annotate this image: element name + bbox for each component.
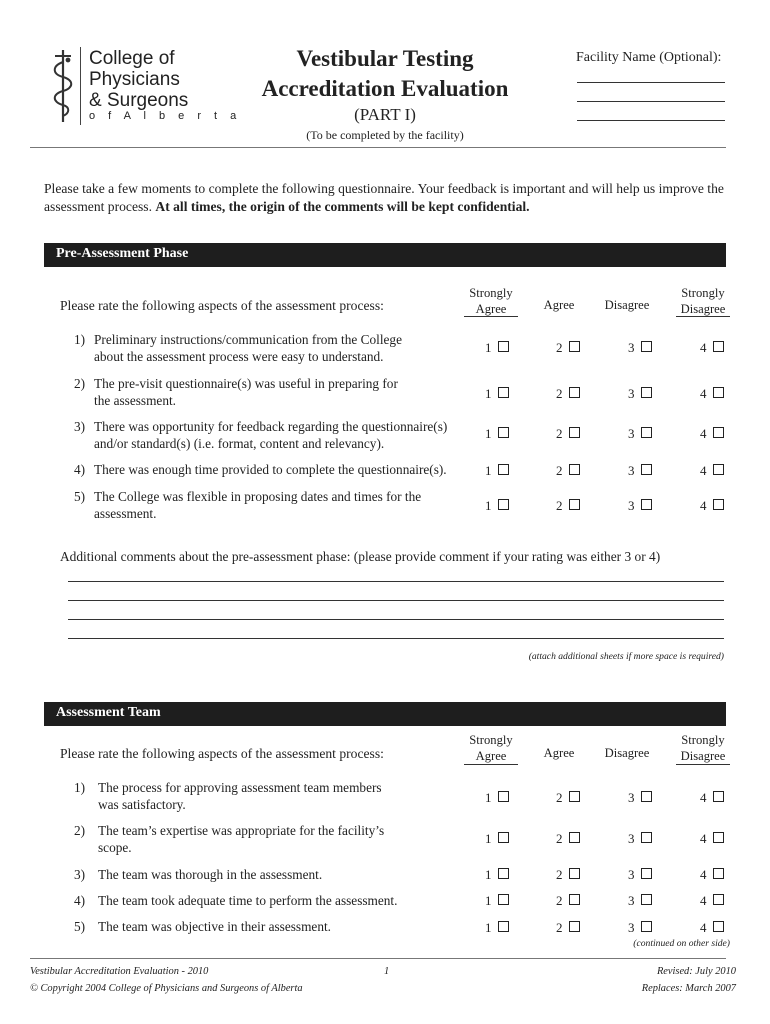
option-number: 3 bbox=[628, 498, 635, 513]
footer-copyright: © Copyright 2004 College of Physicians and Surgeons of Alberta bbox=[30, 983, 303, 994]
checkbox[interactable] bbox=[498, 427, 509, 438]
logo-divider bbox=[80, 47, 81, 125]
column-header-disagree: Disagree bbox=[604, 298, 650, 312]
option-number: 2 bbox=[556, 498, 563, 513]
logo-text-line3: & Surgeons bbox=[89, 90, 189, 111]
option-number: 4 bbox=[700, 831, 707, 846]
column-header-text: Strongly bbox=[681, 733, 725, 747]
option-number: 4 bbox=[700, 426, 707, 441]
question-text-line2: about the assessment process were easy to understand. bbox=[94, 349, 384, 364]
checkbox[interactable] bbox=[498, 894, 509, 905]
column-underline bbox=[464, 764, 518, 765]
checkbox[interactable] bbox=[641, 894, 652, 905]
question-text-line1: Preliminary instructions/communication from the College bbox=[94, 332, 402, 347]
facility-name-field-line1[interactable] bbox=[577, 82, 725, 83]
checkbox[interactable] bbox=[713, 427, 724, 438]
question-text-line1: The process for approving assessment team members bbox=[98, 780, 382, 795]
checkbox[interactable] bbox=[641, 464, 652, 475]
footer-replaces: Replaces: March 2007 bbox=[641, 983, 736, 994]
checkbox[interactable] bbox=[569, 341, 580, 352]
option-number: 1 bbox=[485, 831, 492, 846]
logo-text-line1: College of bbox=[89, 48, 175, 69]
checkbox[interactable] bbox=[641, 791, 652, 802]
checkbox[interactable] bbox=[569, 427, 580, 438]
question-text-line1: The team’s expertise was appropriate for the facility’s bbox=[98, 823, 385, 838]
column-header-agree: Agree bbox=[543, 298, 575, 312]
intro-paragraph bbox=[44, 180, 734, 216]
option-number: 4 bbox=[700, 790, 707, 805]
checkbox[interactable] bbox=[569, 894, 580, 905]
option-number: 1 bbox=[485, 920, 492, 935]
facility-name-field-line2[interactable] bbox=[577, 101, 725, 102]
option-number: 2 bbox=[556, 893, 563, 908]
checkbox[interactable] bbox=[713, 387, 724, 398]
checkbox[interactable] bbox=[641, 921, 652, 932]
option-number: 4 bbox=[700, 920, 707, 935]
column-header-text: Disagree bbox=[680, 302, 726, 316]
page-number: 1 bbox=[384, 966, 390, 977]
option-number: 2 bbox=[556, 831, 563, 846]
logo-text-line2: Physicians bbox=[89, 69, 180, 90]
logo-subtitle: o f A l b e r t a bbox=[89, 110, 242, 122]
column-header-disagree: Disagree bbox=[604, 746, 650, 760]
section-title: Assessment Team bbox=[56, 705, 161, 720]
question-number: 3) bbox=[74, 867, 86, 882]
option-number: 2 bbox=[556, 920, 563, 935]
question-number: 4) bbox=[74, 893, 86, 908]
option-number: 3 bbox=[628, 463, 635, 478]
comment-line[interactable] bbox=[68, 619, 724, 620]
question-text-line2: the assessment. bbox=[94, 393, 176, 408]
section-title: Pre-Assessment Phase bbox=[56, 246, 189, 261]
checkbox[interactable] bbox=[713, 921, 724, 932]
question-number: 2) bbox=[74, 823, 86, 838]
page-title-line2: Accreditation Evaluation bbox=[261, 76, 509, 101]
option-number: 4 bbox=[700, 498, 707, 513]
option-number: 3 bbox=[628, 790, 635, 805]
checkbox[interactable] bbox=[641, 832, 652, 843]
checkbox[interactable] bbox=[641, 868, 652, 879]
option-number: 2 bbox=[556, 426, 563, 441]
checkbox[interactable] bbox=[569, 832, 580, 843]
question-text-line2: was satisfactory. bbox=[98, 797, 186, 812]
question-number: 5) bbox=[74, 919, 86, 934]
question-number: 1) bbox=[74, 332, 86, 347]
question-text-line1: The College was flexible in proposing dates and times for the bbox=[94, 489, 422, 504]
option-number: 3 bbox=[628, 893, 635, 908]
intro-text: Please take a few moments to complete the following questionnaire. Your feedback is important and will help us improve the assessment process. bbox=[44, 181, 724, 214]
column-header-strongly-disagree bbox=[670, 732, 736, 764]
checkbox[interactable] bbox=[713, 341, 724, 352]
question-text-line1: The team took adequate time to perform the assessment. bbox=[98, 893, 398, 908]
column-underline bbox=[464, 316, 518, 317]
checkbox[interactable] bbox=[569, 387, 580, 398]
column-header-text: Disagree bbox=[680, 749, 726, 763]
option-number: 4 bbox=[700, 386, 707, 401]
question-number: 2) bbox=[74, 376, 86, 391]
option-number: 4 bbox=[700, 893, 707, 908]
rating-instruction: Please rate the following aspects of the assessment process: bbox=[60, 298, 384, 313]
caduceus-icon bbox=[46, 46, 80, 124]
comment-line[interactable] bbox=[68, 638, 724, 639]
checkbox[interactable] bbox=[713, 499, 724, 510]
continued-note: (continued on other side) bbox=[633, 938, 730, 949]
checkbox[interactable] bbox=[713, 832, 724, 843]
option-number: 3 bbox=[628, 386, 635, 401]
question-text-line1: There was opportunity for feedback regarding the questionnaire(s) bbox=[94, 419, 448, 434]
question-text-line1: The pre-visit questionnaire(s) was useful in preparing for bbox=[94, 376, 398, 391]
checkbox[interactable] bbox=[713, 868, 724, 879]
option-number: 4 bbox=[700, 867, 707, 882]
header-divider bbox=[30, 147, 726, 148]
checkbox[interactable] bbox=[713, 894, 724, 905]
checkbox[interactable] bbox=[713, 791, 724, 802]
column-header-text: Strongly bbox=[469, 733, 513, 747]
checkbox[interactable] bbox=[713, 464, 724, 475]
question-text-line2: and/or standard(s) (i.e. format, content and relevancy). bbox=[94, 436, 385, 451]
option-number: 3 bbox=[628, 831, 635, 846]
checkbox[interactable] bbox=[569, 791, 580, 802]
column-header-strongly-agree bbox=[458, 732, 524, 764]
checkbox[interactable] bbox=[498, 832, 509, 843]
option-number: 1 bbox=[485, 867, 492, 882]
rating-instruction: Please rate the following aspects of the assessment process: bbox=[60, 746, 384, 761]
footer-doc-title: Vestibular Accreditation Evaluation - 2010 bbox=[30, 966, 209, 977]
comments-label: Additional comments about the pre-assessment phase: (please provide comment if your rating was either 3 or 4) bbox=[60, 549, 661, 564]
checkbox[interactable] bbox=[498, 341, 509, 352]
part-label: (PART I) bbox=[354, 105, 416, 124]
option-number: 2 bbox=[556, 463, 563, 478]
option-number: 4 bbox=[700, 340, 707, 355]
facility-name-label: Facility Name (Optional): bbox=[576, 50, 722, 65]
comment-line[interactable] bbox=[68, 581, 724, 582]
attach-note: (attach additional sheets if more space is required) bbox=[528, 651, 724, 662]
option-number: 1 bbox=[485, 386, 492, 401]
checkbox[interactable] bbox=[498, 499, 509, 510]
section-header-assessment-team bbox=[44, 702, 726, 726]
option-number: 2 bbox=[556, 790, 563, 805]
option-number: 2 bbox=[556, 386, 563, 401]
completion-note: (To be completed by the facility) bbox=[306, 128, 464, 142]
column-header-strongly-disagree bbox=[670, 285, 736, 317]
column-header-agree: Agree bbox=[543, 746, 575, 760]
column-header-text: Agree bbox=[475, 749, 507, 763]
option-number: 3 bbox=[628, 920, 635, 935]
checkbox[interactable] bbox=[498, 387, 509, 398]
option-number: 3 bbox=[628, 340, 635, 355]
question-text-line1: There was enough time provided to complete the questionnaire(s). bbox=[94, 462, 447, 477]
checkbox[interactable] bbox=[641, 341, 652, 352]
column-underline bbox=[676, 316, 730, 317]
question-number: 3) bbox=[74, 419, 86, 434]
checkbox[interactable] bbox=[641, 387, 652, 398]
column-header-text: Strongly bbox=[469, 286, 513, 300]
option-number: 2 bbox=[556, 340, 563, 355]
facility-name-field-line3[interactable] bbox=[577, 120, 725, 121]
checkbox[interactable] bbox=[569, 499, 580, 510]
question-number: 1) bbox=[74, 780, 86, 795]
option-number: 1 bbox=[485, 463, 492, 478]
footer-divider bbox=[30, 958, 726, 959]
question-number: 4) bbox=[74, 462, 86, 477]
checkbox[interactable] bbox=[498, 464, 509, 475]
checkbox[interactable] bbox=[569, 921, 580, 932]
intro-confidential-text: At all times, the origin of the comments will be kept confidential. bbox=[155, 199, 530, 214]
question-number: 5) bbox=[74, 489, 86, 504]
comment-line[interactable] bbox=[68, 600, 724, 601]
option-number: 1 bbox=[485, 340, 492, 355]
section-header-pre-assessment bbox=[44, 243, 726, 267]
option-number: 2 bbox=[556, 867, 563, 882]
option-number: 1 bbox=[485, 790, 492, 805]
footer-revised: Revised: July 2010 bbox=[656, 966, 736, 977]
question-text-line2: scope. bbox=[98, 840, 132, 855]
checkbox[interactable] bbox=[498, 921, 509, 932]
column-underline bbox=[676, 764, 730, 765]
option-number: 3 bbox=[628, 867, 635, 882]
option-number: 1 bbox=[485, 893, 492, 908]
option-number: 1 bbox=[485, 498, 492, 513]
option-number: 1 bbox=[485, 426, 492, 441]
question-text-line1: The team was thorough in the assessment. bbox=[98, 867, 323, 882]
checkbox[interactable] bbox=[498, 791, 509, 802]
checkbox[interactable] bbox=[569, 464, 580, 475]
question-text-line1: The team was objective in their assessment. bbox=[98, 919, 331, 934]
option-number: 4 bbox=[700, 463, 707, 478]
question-text-line2: assessment. bbox=[94, 506, 157, 521]
column-header-text: Agree bbox=[475, 302, 507, 316]
option-number: 3 bbox=[628, 426, 635, 441]
page-title-line1: Vestibular Testing bbox=[296, 46, 474, 71]
checkbox[interactable] bbox=[569, 868, 580, 879]
column-header-text: Strongly bbox=[681, 286, 725, 300]
checkbox[interactable] bbox=[641, 427, 652, 438]
column-header-strongly-agree bbox=[458, 285, 524, 317]
checkbox[interactable] bbox=[641, 499, 652, 510]
checkbox[interactable] bbox=[498, 868, 509, 879]
